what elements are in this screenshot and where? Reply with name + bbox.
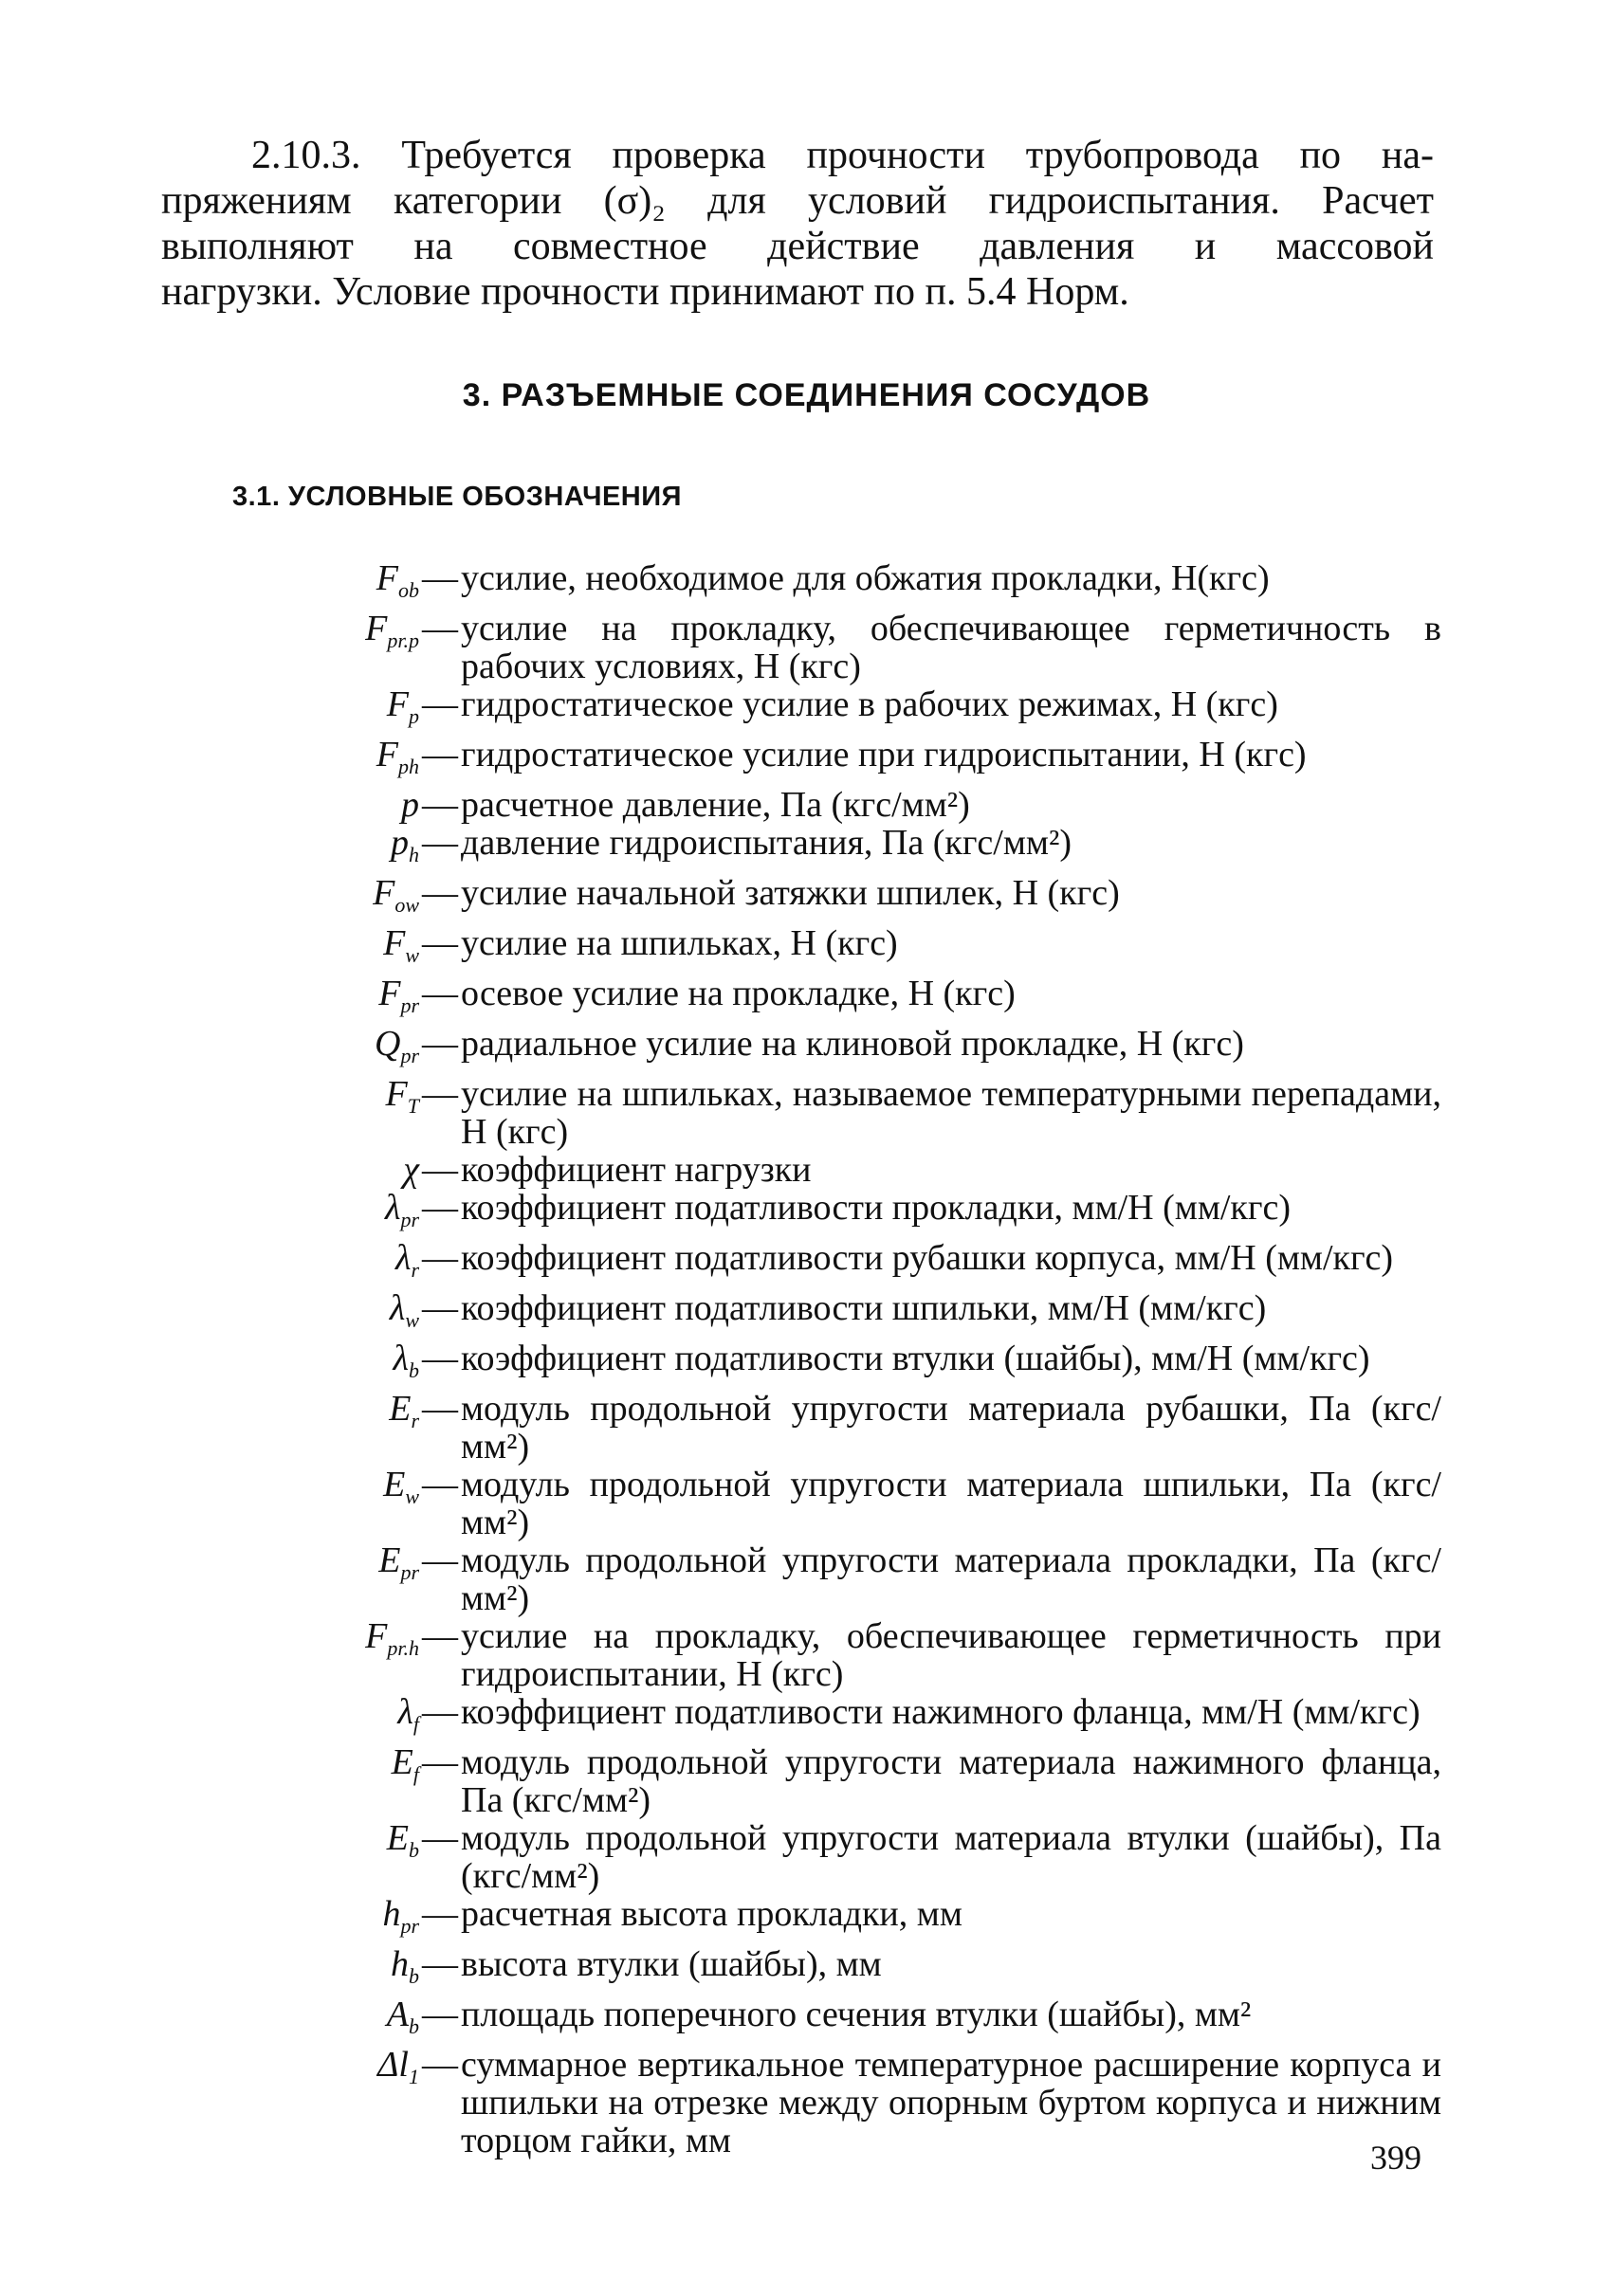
intro-paragraph	[161, 133, 1434, 315]
symbol-subscript: h	[409, 843, 419, 866]
symbol-subscript: b	[409, 2014, 419, 2038]
definition-symbol	[275, 1239, 419, 1289]
definition-dash: —	[422, 1389, 458, 1429]
definition-dash: —	[422, 1692, 458, 1732]
symbol-base: F	[378, 974, 401, 1013]
definition-symbol	[275, 1151, 419, 1189]
definition-symbol	[275, 824, 419, 874]
definition-dash: —	[422, 1339, 458, 1378]
definition-text: модуль продольной упругости материала нажимного фланца, Па (кгс/мм²)	[461, 1742, 1441, 1820]
definitions-list	[275, 559, 1441, 2159]
symbol-base: λ	[394, 1238, 412, 1278]
definition-symbol	[275, 786, 419, 824]
symbol-subscript: w	[405, 1485, 419, 1508]
definition-symbol	[275, 1617, 419, 1667]
symbol-subscript: ow	[394, 893, 419, 917]
symbol-subscript: b	[409, 1358, 419, 1382]
intro-line: пряжениям категории (σ)₂ для условий гидроиспытания. Расчет	[161, 179, 1434, 223]
definition-dash: —	[422, 1238, 458, 1278]
definition-dash: —	[422, 1995, 458, 2034]
definition-dash: —	[422, 1074, 458, 1114]
symbol-subscript: f	[412, 1762, 419, 1786]
definition-row	[275, 1995, 1441, 2046]
definition-text: усилие на прокладку, обеспечивающее герметичность в рабочих условиях, Н (кгс)	[461, 609, 1441, 686]
definition-row	[275, 1819, 1441, 1895]
definition-dash: —	[422, 609, 458, 648]
symbol-subscript: pr	[400, 1914, 419, 1938]
definition-symbol	[275, 1390, 419, 1440]
symbol-base: λ	[389, 1288, 406, 1328]
definition-symbol	[275, 1895, 419, 1945]
definition-text: давление гидроиспытания, Па (кгс/мм²)	[461, 823, 1072, 863]
definition-text: усилие, необходимое для обжатия прокладки, Н(кгс)	[461, 558, 1270, 598]
definition-dash: —	[422, 1150, 458, 1190]
definition-row	[275, 874, 1441, 924]
definition-text: коэффициент податливости нажимного фланца, мм/Н (мм/кгс)	[461, 1692, 1421, 1732]
definition-text: гидростатическое усилие при гидроиспытании, Н (кгс)	[461, 735, 1307, 774]
definition-dash: —	[422, 1288, 458, 1328]
definition-row	[275, 1025, 1441, 1075]
definition-text: расчетная высота прокладки, мм	[461, 1894, 962, 1934]
symbol-base: F	[365, 1616, 388, 1656]
definition-symbol	[275, 1995, 419, 2046]
symbol-base: E	[391, 1742, 413, 1782]
symbol-base: Δl	[377, 2045, 409, 2085]
definition-row	[275, 1289, 1441, 1339]
definition-symbol	[275, 1945, 419, 1995]
symbol-base: λ	[393, 1339, 409, 1378]
definition-row	[275, 1743, 1441, 1819]
definition-symbol	[275, 874, 419, 924]
definition-row	[275, 1466, 1441, 1541]
page-number: 399	[1370, 2139, 1421, 2177]
definition-row	[275, 786, 1441, 824]
definition-row	[275, 1239, 1441, 1289]
symbol-base: F	[383, 923, 406, 963]
symbol-subscript: f	[412, 1712, 419, 1736]
definition-row	[275, 1541, 1441, 1617]
definition-dash: —	[422, 1742, 458, 1782]
definition-text: коэффициент податливости рубашки корпуса, мм/Н (мм/кгс)	[461, 1238, 1394, 1278]
definition-row	[275, 736, 1441, 786]
definition-symbol	[275, 1075, 419, 1125]
definition-dash: —	[422, 785, 458, 825]
definition-dash: —	[422, 1894, 458, 1934]
section-title: 3. РАЗЪЕМНЫЕ СОЕДИНЕНИЯ СОСУДОВ	[462, 377, 1151, 413]
symbol-base: E	[383, 1465, 406, 1504]
definition-dash: —	[422, 558, 458, 598]
symbol-base: E	[389, 1389, 412, 1429]
definition-symbol	[275, 1189, 419, 1239]
definition-row	[275, 559, 1441, 610]
symbol-subscript: pr	[400, 993, 419, 1017]
definition-row	[275, 975, 1441, 1025]
symbol-subscript: T	[407, 1094, 419, 1118]
definition-row	[275, 1617, 1441, 1693]
symbol-subscript: p	[409, 704, 419, 728]
symbol-base: F	[376, 735, 398, 774]
definition-text: коэффициент податливости втулки (шайбы), мм/Н (мм/кгс)	[461, 1339, 1370, 1378]
symbol-base: h	[382, 1894, 401, 1934]
symbol-base: λ	[397, 1692, 413, 1732]
definition-row	[275, 1075, 1441, 1151]
definition-dash: —	[422, 974, 458, 1013]
definition-dash: —	[422, 1188, 458, 1228]
symbol-base: h	[391, 1944, 409, 1984]
intro-line: 2.10.3. Требуется проверка прочности трубопровода по на-	[251, 134, 1434, 177]
definition-text: коэффициент податливости прокладки, мм/Н (мм/кгс)	[461, 1188, 1292, 1228]
definition-text: усилие на шпильках, называемое температурными перепадами, Н (кгс)	[461, 1074, 1441, 1152]
definition-symbol	[275, 736, 419, 786]
symbol-subscript: pr	[400, 1208, 419, 1231]
definition-symbol	[275, 1819, 419, 1869]
definition-dash: —	[422, 1540, 458, 1580]
definition-symbol	[275, 559, 419, 610]
symbol-subscript: ph	[398, 755, 419, 778]
definition-dash: —	[422, 1465, 458, 1504]
definition-symbol	[275, 1289, 419, 1339]
symbol-subscript: ob	[398, 578, 419, 602]
definition-row	[275, 824, 1441, 874]
definition-dash: —	[422, 684, 458, 724]
symbol-base: F	[386, 684, 409, 724]
definition-symbol	[275, 2046, 419, 2096]
symbol-subscript: r	[411, 1258, 419, 1282]
definition-row	[275, 1693, 1441, 1743]
intro-line: нагрузки. Условие прочности принимают по п. 5.4 Норм.	[161, 270, 1129, 314]
definition-dash: —	[422, 923, 458, 963]
definition-symbol	[275, 975, 419, 1025]
definition-symbol	[275, 610, 419, 660]
symbol-subscript: b	[409, 1838, 419, 1862]
symbol-subscript: pr	[400, 1560, 419, 1584]
symbol-base: E	[378, 1540, 401, 1580]
symbol-subscript: pr	[400, 1044, 419, 1067]
symbol-base: F	[385, 1074, 408, 1114]
subsection-title: 3.1. УСЛОВНЫЕ ОБОЗНАЧЕНИЯ	[232, 482, 682, 512]
symbol-base: Q	[374, 1024, 401, 1064]
definition-dash: —	[422, 1944, 458, 1984]
intro-line: выполняют на совместное действие давления и массовой	[161, 225, 1434, 268]
definition-row	[275, 1189, 1441, 1239]
definition-text: гидростатическое усилие в рабочих режимах, Н (кгс)	[461, 684, 1278, 724]
definition-row	[275, 1390, 1441, 1466]
definition-row	[275, 924, 1441, 975]
definition-dash: —	[422, 873, 458, 913]
definition-row	[275, 685, 1441, 736]
definition-text: площадь поперечного сечения втулки (шайбы), мм²	[461, 1995, 1252, 2034]
symbol-subscript: pr.h	[387, 1636, 419, 1660]
symbol-base: p	[391, 823, 409, 863]
definition-symbol	[275, 1339, 419, 1390]
definition-row	[275, 1151, 1441, 1189]
definition-symbol	[275, 1743, 419, 1794]
definition-symbol	[275, 924, 419, 975]
symbol-base: E	[386, 1818, 409, 1858]
definition-dash: —	[422, 1818, 458, 1858]
symbol-subscript: b	[409, 1964, 419, 1988]
definition-symbol	[275, 1541, 419, 1592]
definition-row	[275, 1339, 1441, 1390]
symbol-subscript: 1	[409, 2065, 419, 2088]
definition-dash: —	[422, 735, 458, 774]
definition-text: радиальное усилие на клиновой прокладке, Н (кгс)	[461, 1024, 1244, 1064]
symbol-base: λ	[384, 1188, 401, 1228]
symbol-base: F	[376, 558, 398, 598]
definition-symbol	[275, 685, 419, 736]
definition-dash: —	[422, 2045, 458, 2085]
definition-text: модуль продольной упругости материала рубашки, Па (кгс/мм²)	[461, 1389, 1441, 1467]
definition-row	[275, 1895, 1441, 1945]
definition-text: осевое усилие на прокладке, Н (кгс)	[461, 974, 1016, 1013]
definition-text: коэффициент нагрузки	[461, 1150, 812, 1190]
definition-row	[275, 610, 1441, 685]
definition-row	[275, 1945, 1441, 1995]
symbol-base: χ	[403, 1150, 419, 1190]
definition-text: модуль продольной упругости материала втулки (шайбы), Па (кгс/мм²)	[461, 1818, 1441, 1896]
definition-text: коэффициент податливости шпильки, мм/Н (мм/кгс)	[461, 1288, 1267, 1328]
definition-symbol	[275, 1693, 419, 1743]
definition-text: суммарное вертикальное температурное расширение корпуса и шпильки на отрезке между опорным буртом корпуса и нижним торцом гайки, мм	[461, 2045, 1441, 2160]
symbol-subscript: w	[405, 1308, 419, 1332]
symbol-base: F	[373, 873, 395, 913]
definition-dash: —	[422, 1024, 458, 1064]
definition-text: усилие на шпильках, Н (кгс)	[461, 923, 898, 963]
definition-text: усилие начальной затяжки шпилек, Н (кгс)	[461, 873, 1120, 913]
symbol-subscript: w	[405, 943, 419, 967]
definition-row	[275, 2046, 1441, 2159]
definition-text: расчетное давление, Па (кгс/мм²)	[461, 785, 970, 825]
symbol-base: F	[365, 609, 388, 648]
definition-text: усилие на прокладку, обеспечивающее герметичность при гидроиспытании, Н (кгс)	[461, 1616, 1441, 1694]
definition-text: модуль продольной упругости материала шпильки, Па (кгс/мм²)	[461, 1465, 1441, 1542]
definition-dash: —	[422, 1616, 458, 1656]
definition-text: модуль продольной упругости материала прокладки, Па (кгс/мм²)	[461, 1540, 1441, 1618]
symbol-base: A	[386, 1995, 409, 2034]
symbol-subscript: r	[411, 1409, 419, 1432]
definition-text: высота втулки (шайбы), мм	[461, 1944, 882, 1984]
definition-dash: —	[422, 823, 458, 863]
symbol-subscript: pr.p	[387, 629, 419, 652]
symbol-base: p	[401, 785, 419, 825]
definition-symbol	[275, 1466, 419, 1516]
definition-symbol	[275, 1025, 419, 1075]
